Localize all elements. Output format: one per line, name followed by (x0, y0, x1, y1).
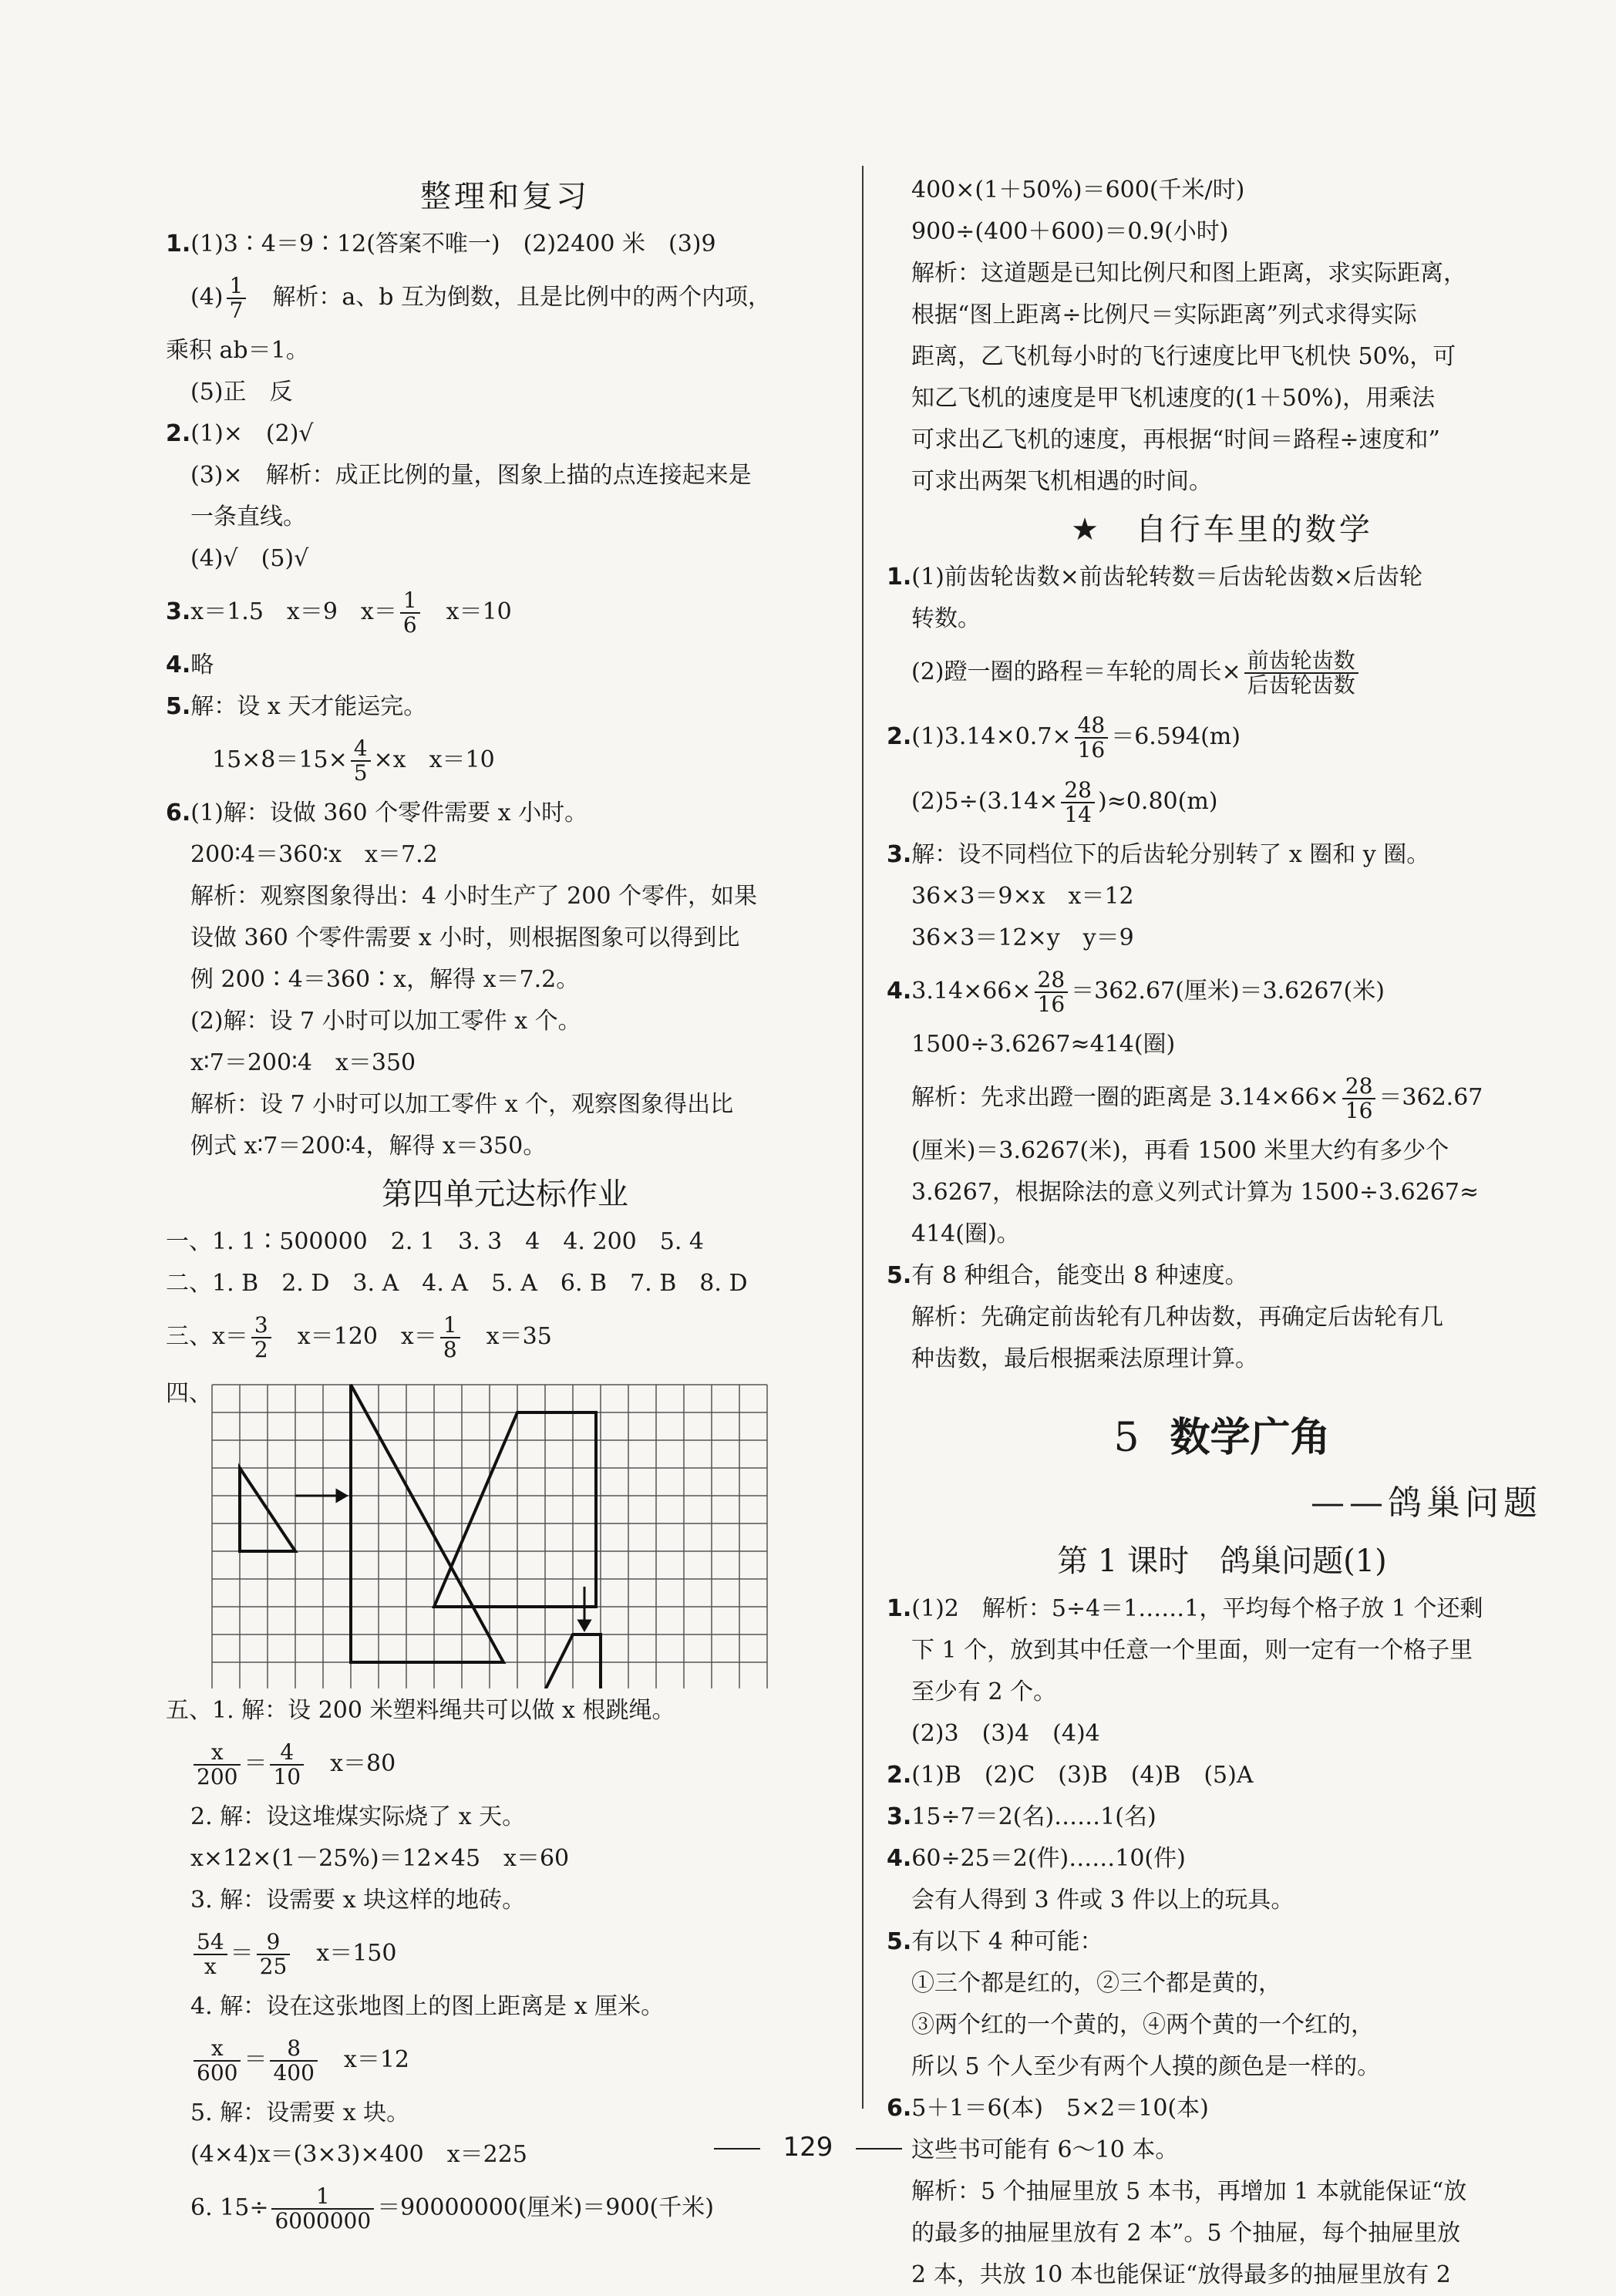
answer-line: 5.有 8 种组合，能变出 8 种速度。 (887, 1262, 1248, 1289)
fraction: $\frac{1}{6000000}$ (271, 2185, 374, 2233)
answer-line: 例式 x∶7＝200∶4，解得 x＝350。 (190, 1133, 547, 1160)
fraction: $\frac{1}{8}$ (440, 1314, 460, 1362)
answer-line: 3.x＝1.5 x＝9 x＝ $\frac{1}{6}$ x＝10 (166, 587, 512, 638)
page-number: 129 (0, 2132, 1616, 2163)
fraction: $\frac{4}{5}$ (351, 737, 371, 785)
answer-line: 解析：观察图象得出：4 小时生产了 200 个零件，如果 (190, 883, 757, 910)
answer-line: 3.解：设不同档位下的后齿轮分别转了 x 圈和 y 圈。 (887, 841, 1430, 868)
answer-line: 下 1 个，放到其中任意一个里面，则一定有一个格子里 (911, 1637, 1473, 1664)
fraction: $\frac{8}{400}$ (270, 2037, 317, 2085)
grid-label: 四、 (166, 1380, 212, 1407)
fraction: $\frac{48}{16}$ (1075, 714, 1109, 762)
answer-line: $\frac{x}{600}$ ＝ $\frac{8}{400}$ x＝12 (166, 2028, 844, 2092)
answer-line: 200∶4＝360∶x x＝7.2 (190, 841, 438, 868)
answer-line: 3.15÷7＝2(名)……1(名) (887, 1803, 1156, 1830)
answer-line: 4.60÷25＝2(件)……10(件) (887, 1845, 1186, 1872)
grid-figure (166, 1374, 844, 1690)
answer-line: 3.6267，根据除法的意义列式计算为 1500÷3.6267≈ (911, 1179, 1480, 1206)
answer-line: 所以 5 个人至少有两个人摸的颜色是一样的。 (911, 2053, 1381, 2080)
answer-line: 1.(1)前齿轮齿数×前齿轮转数＝后齿轮齿数×后齿轮 (887, 564, 1423, 591)
answer-line: 种齿数，最后根据乘法原理计算。 (911, 1345, 1258, 1372)
answer-line: 解析：设 7 小时可以加工零件 x 个，观察图象得出比 (190, 1091, 734, 1118)
answer-line: 6.5＋1＝6(本) 5×2＝10(本) (887, 2095, 1209, 2122)
answer-line: 2. 解：设这堆煤实际烧了 x 天。 (190, 1803, 526, 1830)
answer-line: 可求出乙飞机的速度，再根据“时间＝路程÷速度和” (911, 426, 1440, 453)
fraction: $\frac{x}{600}$ (194, 2037, 241, 2085)
answer-line: 解析：先确定前齿轮有几种齿数，再确定后齿轮有几 (911, 1304, 1443, 1331)
lesson-title: 第 1 课时 鸽巢问题(1) (1057, 1544, 1387, 1579)
fraction: $\frac{28}{16}$ (1035, 968, 1069, 1016)
answer-line: 15×8＝15× $\frac{4}{5}$ ×x x＝10 (212, 736, 495, 786)
answer-line: x×12×(1－25%)＝12×45 x＝60 (190, 1845, 570, 1872)
right-arrow-head (337, 1490, 346, 1501)
answer-line: 5.有以下 4 种可能： (887, 1928, 1103, 1955)
fraction: $\frac{4}{10}$ (270, 1741, 304, 1789)
answer-line: 414(圈)。 (911, 1220, 1020, 1247)
answer-line: 解析：这道题是已知比例尺和图上距离，求实际距离， (911, 260, 1466, 287)
answer-line: 距离，乙飞机每小时的飞行速度比甲飞机快 50%，可 (911, 343, 1456, 370)
answer-line: 至少有 2 个。 (911, 1678, 1057, 1705)
answer-line: 6. 15÷ $\frac{1}{6000000}$ ＝90000000(厘米)＝900(千米) (190, 2183, 714, 2234)
answer-line: 三、x＝ $\frac{3}{2}$ x＝120 x＝ $\frac{1}{8}$ x＝35 (166, 1312, 552, 1362)
column-divider (862, 166, 864, 2109)
answer-line: 5. 解：设需要 x 块。 (190, 2099, 410, 2126)
answer-line: (厘米)＝3.6267(米)，再看 1500 米里大约有多少个 (911, 1137, 1449, 1164)
answer-line: 的最多的抽屉里放有 2 本”。5 个抽屉，每个抽屉里放 (911, 2220, 1461, 2247)
answer-line: 5.解：设 x 天才能运完。 (166, 693, 427, 720)
left-column (166, 170, 844, 2240)
answer-line: 2 本，共放 10 本也能保证“放得最多的抽屉里放有 2 (911, 2261, 1451, 2288)
answer-line: 900÷(400＋600)＝0.9(小时) (911, 218, 1229, 245)
answer-line: (4×4)x＝(3×3)×400 x＝225 (190, 2141, 527, 2168)
answer-line: 36×3＝9×x x＝12 (911, 883, 1134, 910)
answer-line: 1.(1)2 解析：5÷4＝1……1，平均每个格子放 1 个还剩 (887, 1595, 1483, 1622)
fraction: $\frac{x}{200}$ (194, 1741, 241, 1789)
answer-line: 36×3＝12×y y＝9 (911, 924, 1134, 951)
answer-line: 五、1. 解：设 200 米塑料绳共可以做 x 根跳绳。 (166, 1697, 675, 1724)
fraction: $\frac{1}{6}$ (400, 589, 420, 637)
answer-line: ①三个都是红的，②三个都是黄的， (911, 1970, 1281, 1997)
fraction: $\frac{1}{7}$ (227, 274, 247, 322)
answer-line: 400×(1＋50%)＝600(千米/时) (911, 177, 1245, 204)
section-title-unit4: 第四单元达标作业 (382, 1177, 628, 1212)
answer-line: 2.(1)× (2)√ (166, 420, 314, 447)
answer-line: (3)× 解析：成正比例的量，图象上描的点连接起来是 (190, 462, 752, 489)
answer-line: 解析：先求出蹬一圈的距离是 3.14×66× $\frac{28}{16}$ ＝362.67 (911, 1073, 1483, 1123)
fraction: $\frac{9}{25}$ (257, 1931, 291, 1978)
answer-line: 3. 解：设需要 x 块这样的地砖。 (190, 1887, 526, 1914)
answer-line: $\frac{x}{200}$ ＝ $\frac{4}{10}$ x＝80 (166, 1732, 844, 1796)
right-column (887, 170, 1557, 2296)
answer-line: 设做 360 个零件需要 x 小时，则根据图象可以得到比 (190, 924, 740, 951)
answer-line: 2.(1)B (2)C (3)B (4)B (5)A (887, 1762, 1254, 1789)
answer-line: 例 200∶4＝360∶x，解得 x＝7.2。 (190, 966, 580, 993)
answer-line: 1500÷3.6267≈414(圈) (911, 1031, 1176, 1058)
answer-line: x∶7＝200∶4 x＝350 (190, 1049, 416, 1076)
transform-grid (210, 1380, 796, 1688)
answer-line: (2)蹬一圈的路程＝车轮的周长× $\frac{\text{前齿轮齿数}}{\text{后齿轮齿数}}$ (887, 640, 1557, 705)
fraction: $\frac{28}{14}$ (1061, 779, 1095, 826)
answer-line: (4) $\frac{1}{7}$ 解析：a、b 互为倒数，且是比例中的两个内项， (190, 273, 771, 323)
answer-line: 4.3.14×66× $\frac{28}{16}$ ＝362.67(厘米)＝3.6267(米) (887, 967, 1385, 1017)
answer-line: 转数。 (911, 605, 981, 632)
answer-line: 二、1. B 2. D 3. A 4. A 5. A 6. B 7. B 8. D (166, 1270, 748, 1297)
fraction: $\frac{3}{2}$ (251, 1314, 271, 1362)
answer-line: 一条直线。 (190, 503, 306, 530)
answer-line: 解析：5 个抽屉里放 5 本书，再增加 1 本就能保证“放 (911, 2178, 1467, 2205)
section-title-bicycle: ★ 自行车里的数学 (1071, 512, 1373, 547)
answer-line: (5)正 反 (190, 379, 293, 406)
fraction: $\frac{28}{16}$ (1342, 1075, 1376, 1123)
answer-line: 知乙飞机的速度是甲飞机速度的(1＋50%)，用乘法 (911, 385, 1436, 412)
answer-line: (2)解：设 7 小时可以加工零件 x 个。 (190, 1008, 581, 1035)
answer-line: 2.(1)3.14×0.7× $\frac{48}{16}$ ＝6.594(m) (887, 712, 1241, 763)
chapter-title: 5 数学广角 (1113, 1415, 1331, 1461)
section-title-review: 整理和复习 (420, 179, 590, 214)
answer-line: 一、1. 1∶500000 2. 1 3. 3 4 4. 200 5. 4 (166, 1228, 705, 1255)
answer-line: 6.(1)解：设做 360 个零件需要 x 小时。 (166, 800, 588, 826)
answer-line: (4)√ (5)√ (190, 545, 309, 572)
answer-line: 4. 解：设在这张地图上的图上距离是 x 厘米。 (190, 1993, 665, 2020)
fraction: $\frac{54}{x}$ (194, 1931, 227, 1978)
answer-line: 根据“图上距离÷比例尺＝实际距离”列式求得实际 (911, 301, 1417, 328)
answer-line: 这些书可能有 6～10 本。 (911, 2136, 1179, 2163)
fraction: $\frac{\text{前齿轮齿数}}{\text{后齿轮齿数}}$ (1244, 649, 1358, 697)
down-arrow-head (579, 1621, 590, 1630)
answer-line: 可求出两架飞机相遇的时间。 (911, 468, 1212, 495)
answer-line: 4.略 (166, 651, 214, 678)
answer-line: 1.(1)3∶4＝9∶12(答案不唯一) (2)2400 米 (3)9 (166, 231, 716, 258)
chapter-subtitle: ——鸽巢问题 (1311, 1483, 1542, 1523)
answer-line: 会有人得到 3 件或 3 件以上的玩具。 (911, 1887, 1294, 1914)
answer-line: (2)5÷(3.14× $\frac{28}{14}$ )≈0.80(m) (911, 777, 1218, 827)
answer-line: 乘积 ab＝1。 (166, 337, 309, 364)
answer-line: (2)3 (3)4 (4)4 (911, 1720, 1100, 1747)
answer-line: $\frac{54}{x}$ ＝ $\frac{9}{25}$ x＝150 (166, 1921, 844, 1986)
answer-line: ③两个红的一个黄的，④两个黄的一个红的， (911, 2012, 1374, 2038)
